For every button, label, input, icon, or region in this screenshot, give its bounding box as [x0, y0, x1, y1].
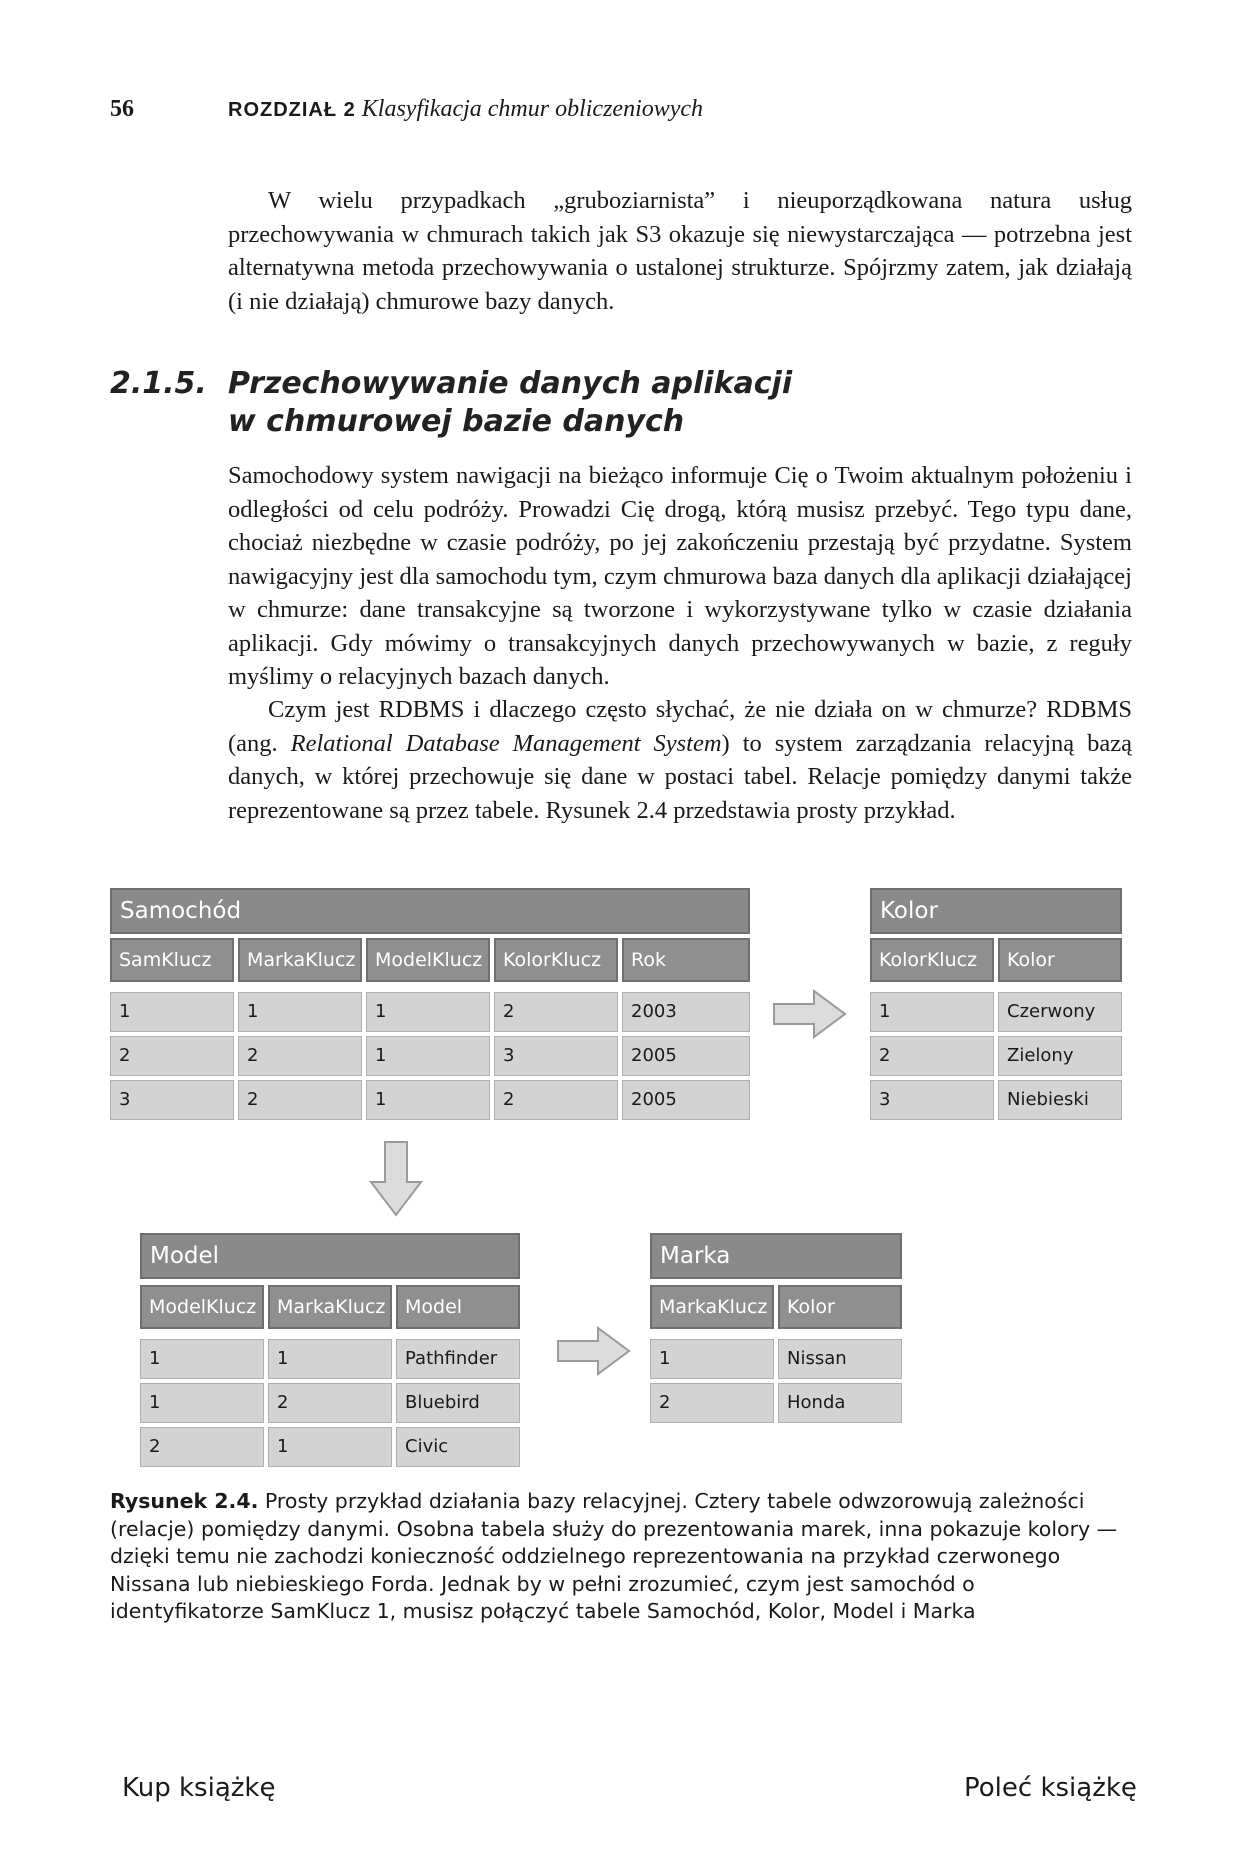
table-cell: 1	[140, 1339, 264, 1379]
page-number: 56	[110, 96, 134, 122]
table-cell: 1	[366, 1036, 490, 1076]
body-paragraph-2-before: Czym jest RDBMS i dlaczego często słychać, że nie działa on w chmurze? RDBMS (ang.	[228, 696, 1132, 757]
arrow-right-icon	[556, 1325, 632, 1377]
table-cell: Niebieski	[998, 1080, 1122, 1120]
table-cell: 1	[870, 992, 994, 1032]
table-header-cell: ModelKlucz	[140, 1285, 264, 1329]
arrow-right-icon	[772, 988, 848, 1040]
table-cell: Bluebird	[396, 1383, 520, 1423]
table-title: Kolor	[870, 888, 1122, 934]
chapter-heading	[228, 96, 703, 123]
table-cell: 2005	[622, 1080, 750, 1120]
table-cell: Czerwony	[998, 992, 1122, 1032]
chapter-title: Klasyfikacja chmur obliczeniowych	[361, 96, 704, 122]
arrow-down-icon	[368, 1140, 424, 1218]
table-model	[140, 1233, 520, 1473]
table-kolor	[870, 888, 1122, 1130]
table-header-cell: Model	[396, 1285, 520, 1329]
table-cell: 1	[140, 1383, 264, 1423]
table-cell: 2	[238, 1036, 362, 1076]
table-cell: 1	[110, 992, 234, 1032]
section-title-line1: Przechowywanie danych aplikacji	[228, 366, 793, 401]
table-header-cell: Rok	[622, 938, 750, 982]
body-paragraph-2	[228, 693, 1132, 827]
table-cell: 2	[140, 1427, 264, 1467]
table-title: Model	[140, 1233, 520, 1279]
table-cell: 2005	[622, 1036, 750, 1076]
table-header-cell: KolorKlucz	[870, 938, 994, 982]
table-header-cell: MarkaKlucz	[238, 938, 362, 982]
table-marka	[650, 1233, 902, 1429]
table-cell: 1	[650, 1339, 774, 1379]
table-header-cell: ModelKlucz	[366, 938, 490, 982]
running-header	[110, 96, 1130, 132]
table-cell: 2	[268, 1383, 392, 1423]
figure-caption-text: Prosty przykład działania bazy relacyjnej. Cztery tabele odwzorowują zależności (relacje) pomiędzy danymi. Osobna tabela służy do prezentowania marek, inna pokazuje kolory — dzięki temu nie zachodzi konieczność oddzielnego reprezentowania na przykład czerwonego Nissana lub niebieskiego Forda. Jednak by w pełni zrozumieć, czym jest samochód o identyfikatorze SamKlucz 1, musisz połączyć tabele Samochód, Kolor, Model i Marka	[110, 1489, 1118, 1623]
table-cell: 1	[238, 992, 362, 1032]
intro-paragraph	[228, 184, 1132, 318]
table-cell: Civic	[396, 1427, 520, 1467]
figure-caption	[110, 1488, 1130, 1626]
table-header-cell: MarkaKlucz	[650, 1285, 774, 1329]
body-paragraph-2-after: ) to system zarządzania relacyjną bazą danych, w której przechowuje się dane w postaci tabel. Relacje pomiędzy danymi także reprezentowane są przez tabele. Rysunek 2.4 przedstawia prosty przykład.	[228, 729, 1132, 824]
table-cell: 1	[366, 1080, 490, 1120]
table-title: Samochód	[110, 888, 750, 934]
section-title-line2: w chmurowej bazie danych	[228, 404, 685, 439]
body-paragraph-1: Samochodowy system nawigacji na bieżąco informuje Cię o Twoim aktualnym położeniu i odległości od celu podróży. Prowadzi Cię drogą, którą musisz przebyć. Tego typu dane, chociaż niezbędne w czasie podróży, po jej zakończeniu przestają być przydatne. System nawigacyjny jest dla samochodu tym, czym chmurowa baza danych dla aplikacji działającej w chmurze: dane transakcyjne są tworzone i wykorzystywane tylko w czasie działania aplikacji. Gdy mówimy o transakcyjnych danych przechowywanych w bazie, z reguły myślimy o relacyjnych bazach danych.	[228, 462, 1132, 690]
section-number: 2.1.5.	[110, 366, 207, 401]
table-cell: 2	[238, 1080, 362, 1120]
table-samochod	[110, 888, 750, 1130]
table-cell: 3	[870, 1080, 994, 1120]
table-cell: 3	[494, 1036, 618, 1076]
table-cell: 2	[494, 992, 618, 1032]
table-cell: 2003	[622, 992, 750, 1032]
table-cell: 2	[110, 1036, 234, 1076]
table-cell: 1	[268, 1427, 392, 1467]
table-cell: Honda	[778, 1383, 902, 1423]
table-cell: 2	[494, 1080, 618, 1120]
body-paragraph-2-term: Relational Database Management System	[290, 729, 722, 757]
table-cell: 3	[110, 1080, 234, 1120]
recommend-book-link[interactable]: Poleć książkę	[964, 1773, 1137, 1803]
table-header-cell: Kolor	[998, 938, 1122, 982]
table-cell: 1	[366, 992, 490, 1032]
table-cell: Zielony	[998, 1036, 1122, 1076]
table-header-cell: Kolor	[778, 1285, 902, 1329]
table-cell: 2	[870, 1036, 994, 1076]
chapter-label: ROZDZIAŁ 2	[228, 99, 356, 121]
table-cell: Pathfinder	[396, 1339, 520, 1379]
table-title: Marka	[650, 1233, 902, 1279]
buy-book-link[interactable]: Kup książkę	[122, 1773, 276, 1803]
table-cell: 2	[650, 1383, 774, 1423]
table-header-cell: SamKlucz	[110, 938, 234, 982]
figure-caption-label: Rysunek 2.4.	[110, 1489, 259, 1513]
table-cell: Nissan	[778, 1339, 902, 1379]
intro-paragraph-text: W wielu przypadkach „gruboziarnista” i nieuporządkowana natura usług przechowywania w chmurach takich jak S3 okazuje się niewystarczająca — potrzebna jest alternatywna metoda przechowywania o ustalonej strukturze. Spójrzmy zatem, jak działają (i nie działają) chmurowe bazy danych.	[228, 187, 1132, 315]
table-header-cell: KolorKlucz	[494, 938, 618, 982]
table-header-cell: MarkaKlucz	[268, 1285, 392, 1329]
table-cell: 1	[268, 1339, 392, 1379]
